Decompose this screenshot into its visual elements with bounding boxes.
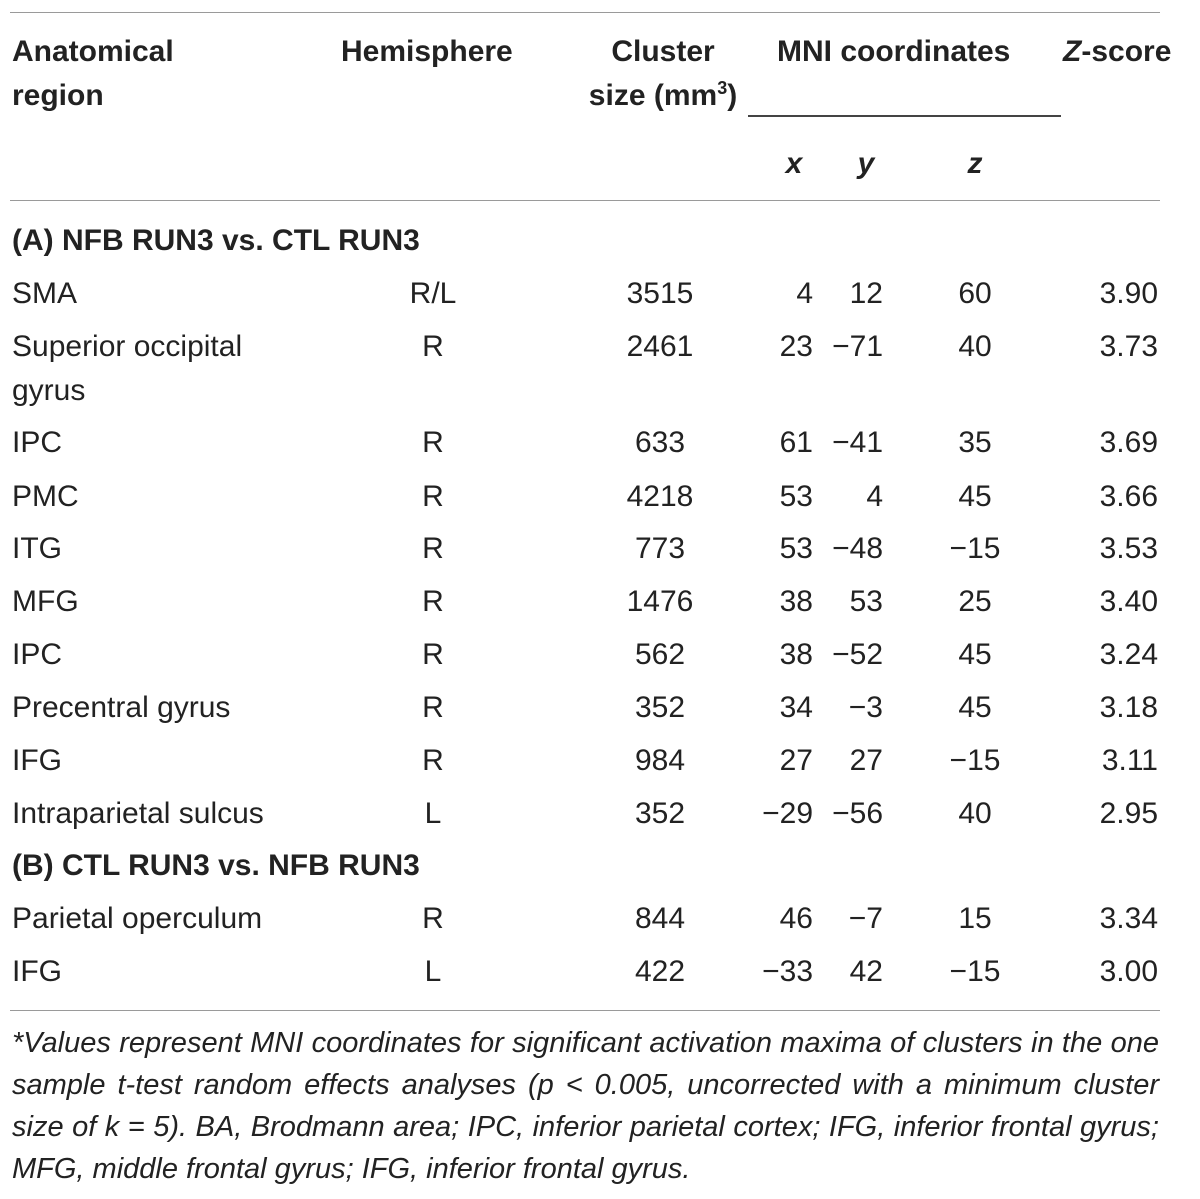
header-region-line2: region bbox=[12, 79, 104, 112]
cell-y: 53 bbox=[849, 585, 883, 618]
cell-x: 27 bbox=[779, 744, 813, 777]
header-cluster-size bbox=[578, 30, 748, 118]
cell-y: −71 bbox=[832, 330, 883, 363]
cell-hemisphere: R bbox=[422, 691, 444, 724]
header-region bbox=[12, 30, 174, 118]
mni-header-rule bbox=[748, 115, 1061, 117]
header-cluster-line1: Cluster bbox=[611, 35, 715, 68]
header-y: y bbox=[857, 147, 875, 180]
cell-x: −29 bbox=[762, 797, 813, 830]
cell-cluster: 3515 bbox=[626, 277, 694, 310]
cell-x: 23 bbox=[779, 330, 813, 363]
cell-region: ITG bbox=[12, 532, 62, 565]
cell-y: 12 bbox=[849, 277, 883, 310]
cell-cluster: 844 bbox=[634, 902, 686, 935]
header-bottom-rule bbox=[10, 200, 1160, 201]
cell-y: 4 bbox=[866, 480, 883, 513]
cell-hemisphere: R bbox=[422, 532, 444, 565]
cell-cluster: 1476 bbox=[626, 585, 694, 618]
cell-region: PMC bbox=[12, 480, 79, 513]
cell-z: 45 bbox=[958, 480, 992, 513]
header-mni: MNI coordinates bbox=[777, 35, 1011, 68]
cell-cluster: 2461 bbox=[626, 330, 694, 363]
cell-zscore: 3.90 bbox=[1099, 277, 1158, 310]
cell-x: 38 bbox=[779, 638, 813, 671]
cell-region: IPC bbox=[12, 426, 63, 459]
header-cluster-close: ) bbox=[727, 79, 738, 112]
cell-hemisphere: R bbox=[422, 480, 444, 513]
header-region-line1: Anatomical bbox=[12, 35, 174, 68]
cell-hemisphere: R bbox=[422, 638, 444, 671]
table-bottom-rule bbox=[10, 1010, 1160, 1011]
cell-y: 27 bbox=[849, 744, 883, 777]
cell-hemisphere: L bbox=[424, 955, 442, 988]
cell-x: 38 bbox=[779, 585, 813, 618]
cell-x: 61 bbox=[779, 426, 813, 459]
cell-y: −3 bbox=[848, 691, 883, 724]
cell-x: −33 bbox=[762, 955, 813, 988]
section-title-b: (B) CTL RUN3 vs. NFB RUN3 bbox=[12, 849, 420, 882]
cell-zscore: 3.00 bbox=[1099, 955, 1158, 988]
cell-region: IFG bbox=[12, 744, 62, 777]
cell-z: −15 bbox=[949, 955, 1001, 988]
cell-zscore: 3.53 bbox=[1099, 532, 1158, 565]
cell-zscore: 3.24 bbox=[1099, 638, 1158, 671]
cell-cluster: 984 bbox=[634, 744, 686, 777]
cell-zscore: 3.73 bbox=[1099, 330, 1158, 363]
cell-zscore: 3.66 bbox=[1099, 480, 1158, 513]
table-top-rule bbox=[10, 12, 1160, 13]
cell-zscore: 3.40 bbox=[1099, 585, 1158, 618]
cell-zscore: 3.34 bbox=[1099, 902, 1158, 935]
header-zscore-rest: -score bbox=[1081, 35, 1172, 68]
cell-region-continuation: gyrus bbox=[12, 374, 86, 407]
cell-y: −48 bbox=[832, 532, 883, 565]
cell-x: 53 bbox=[779, 532, 813, 565]
cell-y: −7 bbox=[848, 902, 883, 935]
cell-cluster: 773 bbox=[634, 532, 686, 565]
cell-y: −41 bbox=[832, 426, 883, 459]
cell-hemisphere: R bbox=[422, 585, 444, 618]
cell-region: Superior occipital bbox=[12, 330, 243, 363]
cell-hemisphere: R bbox=[422, 744, 444, 777]
cell-region: Parietal operculum bbox=[12, 902, 263, 935]
cell-cluster: 633 bbox=[634, 426, 686, 459]
cell-hemisphere: R/L bbox=[409, 277, 457, 310]
cell-z: −15 bbox=[949, 744, 1001, 777]
cell-cluster: 422 bbox=[634, 955, 686, 988]
cell-x: 34 bbox=[779, 691, 813, 724]
cell-region: Precentral gyrus bbox=[12, 691, 231, 724]
cell-x: 4 bbox=[796, 277, 813, 310]
header-cluster-line2 bbox=[578, 74, 748, 118]
cell-hemisphere: R bbox=[422, 426, 444, 459]
header-zscore-z: Z bbox=[1063, 35, 1082, 68]
header-hemisphere: Hemisphere bbox=[341, 35, 513, 68]
cell-z: 15 bbox=[958, 902, 992, 935]
cell-zscore: 2.95 bbox=[1099, 797, 1158, 830]
header-zscore bbox=[1063, 30, 1171, 74]
cell-hemisphere: R bbox=[422, 902, 444, 935]
cell-y: −52 bbox=[832, 638, 883, 671]
cell-region: IPC bbox=[12, 638, 63, 671]
cell-region: SMA bbox=[12, 277, 78, 310]
cell-region: Intraparietal sulcus bbox=[12, 797, 264, 830]
cell-cluster: 352 bbox=[634, 797, 686, 830]
cell-cluster: 562 bbox=[634, 638, 686, 671]
header-cluster-unit: size (mm bbox=[588, 79, 718, 112]
cell-x: 46 bbox=[779, 902, 813, 935]
header-x: x bbox=[785, 147, 803, 180]
cell-z: 60 bbox=[958, 277, 992, 310]
cell-z: 45 bbox=[958, 691, 992, 724]
cell-region: MFG bbox=[12, 585, 79, 618]
cell-cluster: 352 bbox=[634, 691, 686, 724]
cell-z: 45 bbox=[958, 638, 992, 671]
cell-y: 42 bbox=[849, 955, 883, 988]
cell-cluster: 4218 bbox=[626, 480, 694, 513]
cell-x: 53 bbox=[779, 480, 813, 513]
cell-zscore: 3.11 bbox=[1101, 744, 1158, 777]
header-z: z bbox=[967, 147, 983, 180]
cell-hemisphere: L bbox=[424, 797, 442, 830]
cell-hemisphere: R bbox=[422, 330, 444, 363]
cell-zscore: 3.18 bbox=[1099, 691, 1158, 724]
cell-zscore: 3.69 bbox=[1099, 426, 1158, 459]
section-title-a: (A) NFB RUN3 vs. CTL RUN3 bbox=[12, 224, 420, 257]
cell-z: 35 bbox=[958, 426, 992, 459]
cell-z: 25 bbox=[958, 585, 992, 618]
cell-z: 40 bbox=[958, 330, 992, 363]
cell-z: 40 bbox=[958, 797, 992, 830]
table-footnote: *Values represent MNI coordinates for significant activation maxima of clusters in the one sample t-test random effects analyses (p < 0.005, uncorrected with a minimum cluster size of k = 5). BA, Brodmann area; IPC, inferior parietal cortex; IFG, inferior frontal gyrus; MFG, middle frontal gyrus; IFG, inferior frontal gyrus. bbox=[12, 1027, 1159, 1185]
header-cluster-sup: 3 bbox=[717, 78, 728, 98]
cell-y: −56 bbox=[832, 797, 883, 830]
cell-z: −15 bbox=[949, 532, 1001, 565]
cell-region: IFG bbox=[12, 955, 62, 988]
